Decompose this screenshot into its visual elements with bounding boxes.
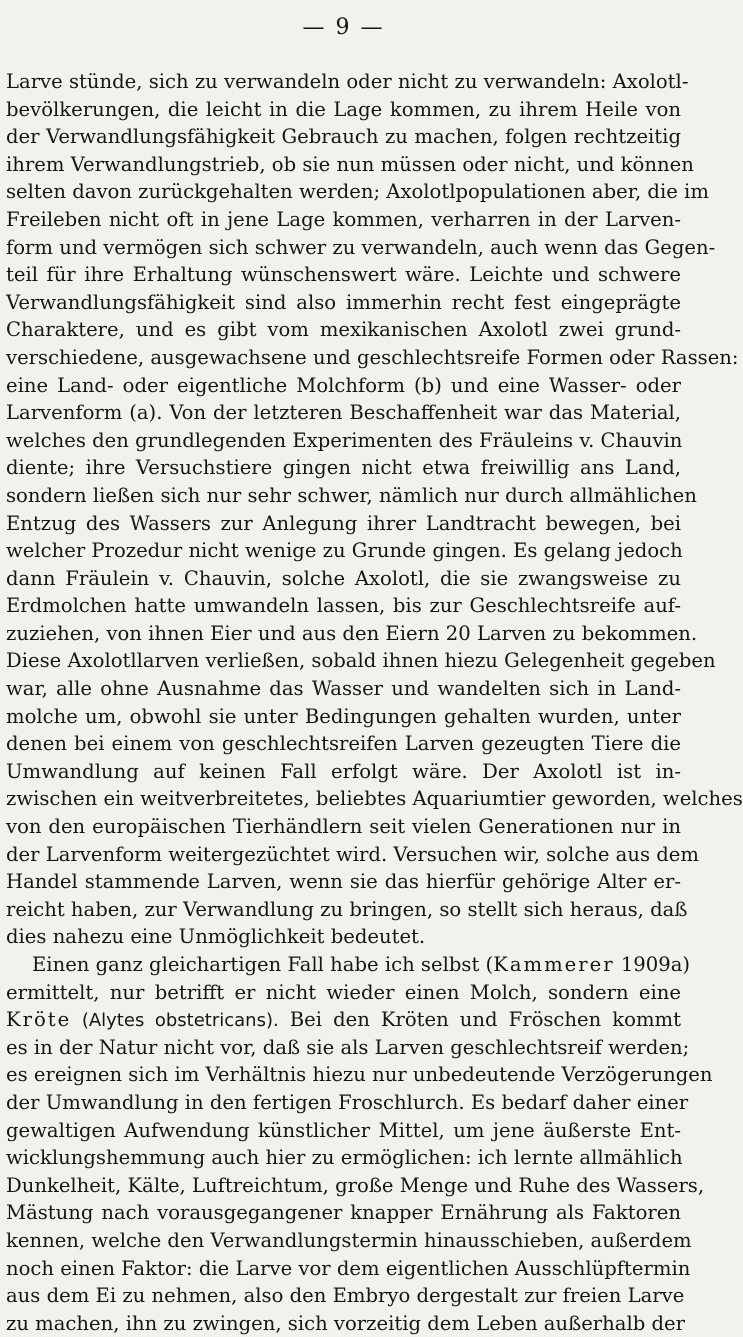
text-fragment: Einen ganz gleichartigen Fall habe ich selbst ( <box>32 953 494 976</box>
text-line: teil für ihre Erhaltung wünschenswert wäre. Leichte und schwere <box>6 263 681 287</box>
body-text <box>6 68 743 1337</box>
text-line-with-species <box>6 1006 681 1034</box>
paragraph-2 <box>6 951 713 1337</box>
text-line: verschiedene, ausgewachsene und geschlechtsreife Formen oder Rassen: <box>6 345 739 369</box>
text-line: noch einen Faktor: die Larve vor dem eigentlichen Ausschlüpftermin <box>6 1256 691 1280</box>
text-line: Handel stammende Larven, wenn sie das hierfür gehörige Alter er- <box>6 870 681 894</box>
text-line: gewaltigen Aufwendung künstlicher Mittel, um jene äußerste Ent- <box>6 1118 681 1142</box>
text-line: ihrem Verwandlungstrieb, ob sie nun müssen oder nicht, und können <box>6 152 694 176</box>
text-line: Verwandlungsfähigkeit sind also immerhin recht fest eingeprägte <box>6 290 681 314</box>
text-line: eine Land- oder eigentliche Molchform (b) und eine Wasser- oder <box>6 373 681 397</box>
text-line: diente; ihre Versuchstiere gingen nicht etwa freiwillig ans Land, <box>6 456 681 480</box>
text-line: reicht haben, zur Verwandlung zu bringen, so stellt sich heraus, daß <box>6 897 688 921</box>
text-line: Entzug des Wassers zur Anlegung ihrer Landtracht bewegen, bei <box>6 511 681 535</box>
text-line: zwischen ein weitverbreitetes, beliebtes Aquariumtier geworden, welches <box>6 787 743 811</box>
text-line: bevölkerungen, die leicht in die Lage kommen, zu ihrem Heile von <box>6 97 681 121</box>
emphasized-word: Kröte <box>6 1008 72 1032</box>
text-line: welcher Prozedur nicht wenige zu Grunde gingen. Es gelang jedoch <box>6 539 683 563</box>
text-line: Larvenform (a). Von der letzteren Beschaffenheit war das Material, <box>6 401 681 425</box>
citation-year: 1909a) <box>614 953 691 976</box>
text-line: ermittelt, nur betrifft er nicht wieder einen Molch, sondern eine <box>6 980 681 1004</box>
text-line: zuziehen, von ihnen Eier und aus den Eiern 20 Larven zu bekommen. <box>6 621 698 645</box>
text-line: wicklungshemmung auch hier zu ermöglichen: ich lernte allmählich <box>6 1146 683 1170</box>
text-line: kennen, welche den Verwandlungstermin hinausschieben, außerdem <box>6 1228 692 1252</box>
text-line: der Verwandlungsfähigkeit Gebrauch zu machen, folgen rechtzeitig <box>6 125 681 149</box>
text-line: selten davon zurückgehalten werden; Axolotlpopulationen aber, die im <box>6 180 709 204</box>
text-line: es in der Natur nicht vor, daß sie als Larven geschlechtsreif werden; <box>6 1035 690 1059</box>
text-line: Charaktere, und es gibt vom mexikanischen Axolotl zwei grund- <box>6 318 681 342</box>
text-line: Diese Axolotllarven verließen, sobald ihnen hiezu Gelegenheit gegeben <box>6 649 716 673</box>
text-line: sondern ließen sich nur sehr schwer, nämlich nur durch allmählichen <box>6 483 697 507</box>
text-line: der Umwandlung in den fertigen Froschlurch. Es bedarf daher einer <box>6 1090 689 1114</box>
page-number: — 9 — <box>302 15 385 40</box>
text-line: Umwandlung auf keinen Fall erfolgt wäre. Der Axolotl ist in- <box>6 759 681 783</box>
citation-author: Kammerer <box>493 953 615 976</box>
text-fragment: Bei den Kröten und Fröschen kommt <box>278 1008 681 1032</box>
text-line: es ereignen sich im Verhältnis hiezu nur unbedeutende Verzögerungen <box>6 1063 713 1087</box>
text-line: dann Fräulein v. Chauvin, solche Axolotl, die sie zwangsweise zu <box>6 566 681 590</box>
text-line: Freileben nicht oft in jene Lage kommen, verharren in der Larven- <box>6 207 681 231</box>
text-line: welches den grundlegenden Experimenten des Fräuleins v. Chauvin <box>6 428 683 452</box>
text-line: form und vermögen sich schwer zu verwandeln, auch wenn das Gegen- <box>6 235 716 259</box>
latin-species-name: (Alytes obstetricans). <box>71 1010 279 1032</box>
text-line: denen bei einem von geschlechtsreifen Larven gezeugten Tiere die <box>6 732 681 756</box>
text-line: Erdmolchen hatte umwandeln lassen, bis zur Geschlechtsreife auf- <box>6 594 681 618</box>
text-line: der Larvenform weitergezüchtet wird. Versuchen wir, solche aus dem <box>6 842 699 866</box>
text-line: dies nahezu eine Unmöglichkeit bedeutet. <box>6 925 426 949</box>
paragraph-1 <box>6 68 743 951</box>
text-line: aus dem Ei zu nehmen, also den Embryo dergestalt zur freien Larve <box>6 1284 685 1308</box>
text-line: Dunkelheit, Kälte, Luftreichtum, große Menge und Ruhe des Wassers, <box>6 1173 705 1197</box>
text-line: war, alle ohne Ausnahme das Wasser und wandelten sich in Land- <box>6 677 681 701</box>
text-line: Mästung nach vorausgegangener knapper Ernährung als Faktoren <box>6 1201 681 1225</box>
text-line: zu machen, ihn zu zwingen, sich vorzeitig dem Leben außerhalb der <box>6 1311 685 1335</box>
text-line: Larve stünde, sich zu verwandeln oder nicht zu verwandeln: Axolotl- <box>6 70 689 93</box>
text-line: molche um, obwohl sie unter Bedingungen gehalten wurden, unter <box>6 704 681 728</box>
text-line-with-citation <box>6 951 691 979</box>
text-line: von den europäischen Tierhändlern seit vielen Generationen nur in <box>6 815 681 839</box>
